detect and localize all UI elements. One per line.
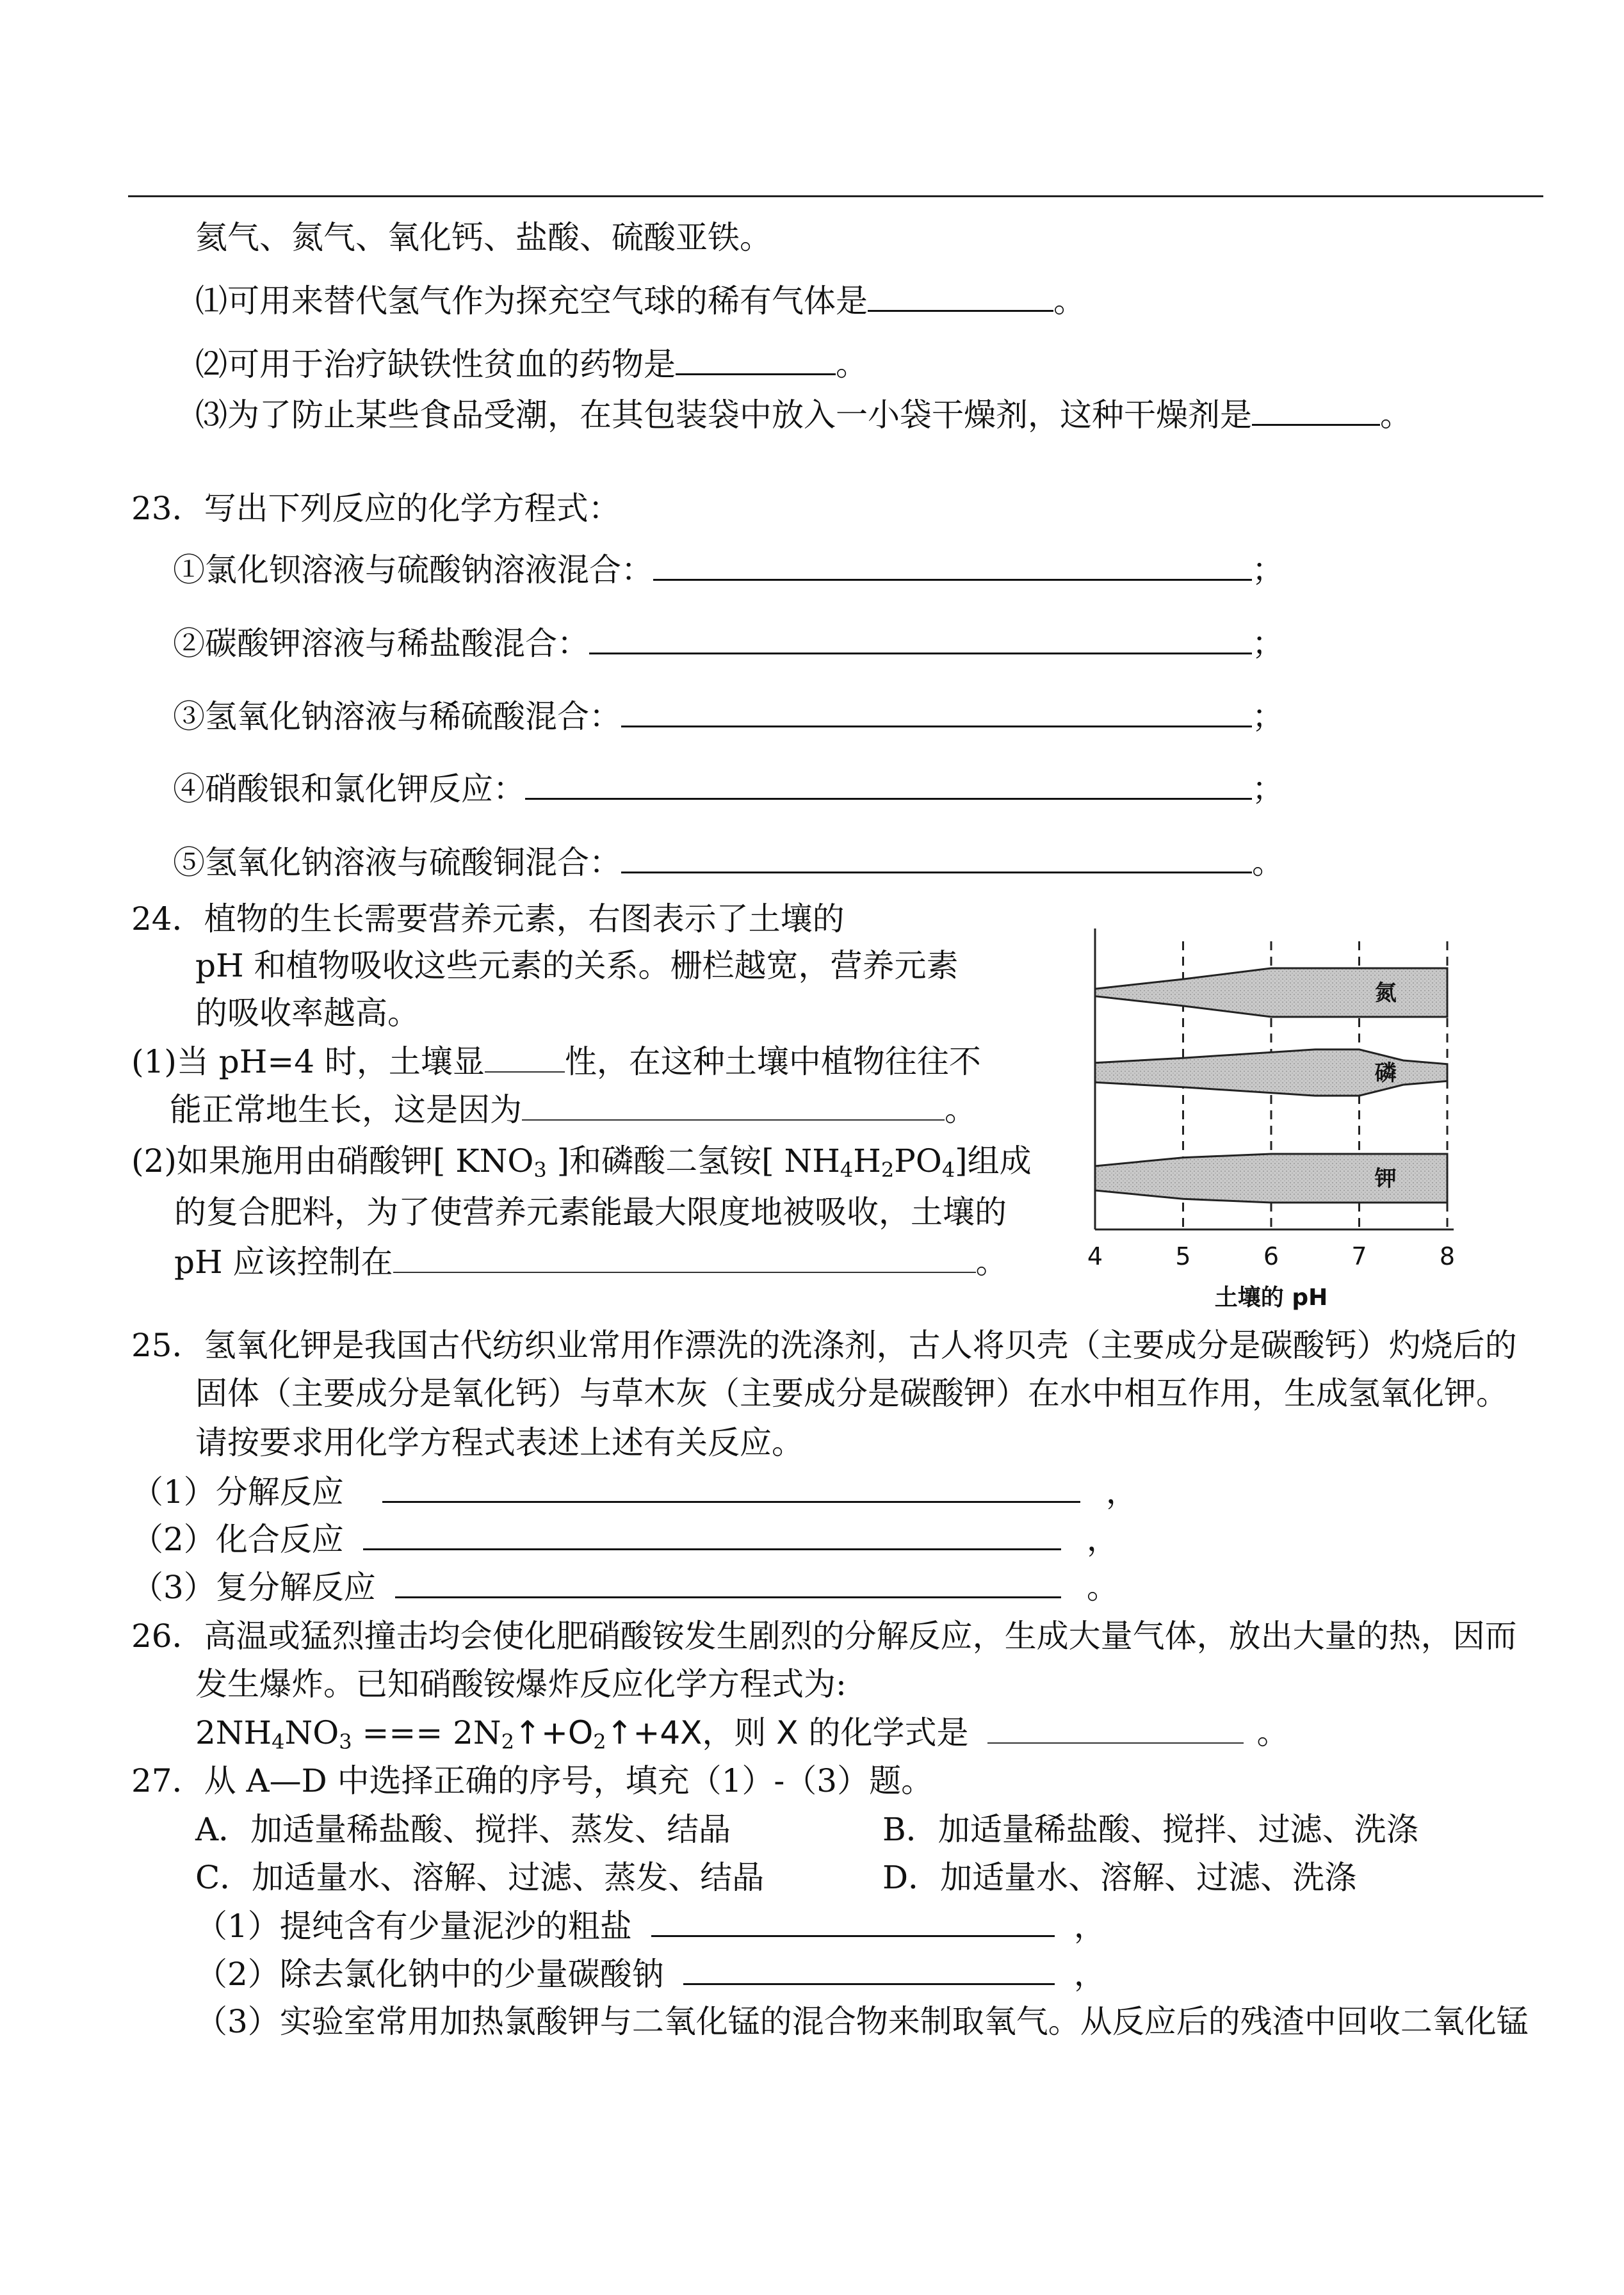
q23-item-3-end: ； <box>1252 698 1284 735</box>
q23-item-3-answer-blank[interactable] <box>621 696 1252 727</box>
q25-item-1 <box>131 1472 1138 1512</box>
q26-eq-sub-1: 4 <box>272 1730 285 1754</box>
q24-part1-end: 。 <box>945 1091 977 1128</box>
soil-ph-nutrient-chart <box>1082 929 1498 1338</box>
q27-part3: （3）实验室常用加热氯酸钾与二氧化锰的混合物来制取氧气。从反应后的残渣中回收二氧化锰 <box>195 2003 1529 2040</box>
q27-option-c: C．加适量水、溶解、过滤、蒸发、结晶 <box>195 1859 765 1896</box>
q26-end: 。 <box>1256 1714 1289 1751</box>
q24-part1-answer-blank-2[interactable] <box>522 1090 945 1121</box>
q23-item-3-text: ③氢氧化钠溶液与稀硫酸混合： <box>173 698 621 735</box>
q24-part2-end: 。 <box>975 1244 1008 1281</box>
q24-part1-suffix: 性，在这种土壤中植物往往不 <box>564 1043 981 1080</box>
q27-option-d: D．加适量水、溶解、过滤、洗涤 <box>882 1859 1357 1896</box>
q27-part2-end: ， <box>1073 1956 1106 1993</box>
chart-tick-label: 5 <box>1175 1242 1191 1270</box>
q22-part2-text: ⑵可用于治疗缺铁性贫血的药物是 <box>195 346 676 383</box>
q25-item-1-text: （1）分解反应 <box>131 1473 344 1511</box>
q25-item-2-end: ， <box>1086 1521 1119 1558</box>
q25-stem-3: 请按要求用化学方程式表述上述有关反应。 <box>195 1424 804 1461</box>
chart-tick-label: 4 <box>1087 1242 1103 1270</box>
q24-stem-1: 24．植物的生长需要营养元素，右图表示了土壤的 <box>131 900 845 937</box>
q24-part1-line1 <box>131 1042 981 1082</box>
q24-part1-reason-text: 能正常地生长，这是因为 <box>170 1091 522 1128</box>
q26-answer-blank[interactable] <box>987 1713 1244 1744</box>
q23-item-2-answer-blank[interactable] <box>589 623 1252 654</box>
nutrient-band-label: 氮 <box>1374 980 1397 1006</box>
q24-part1-answer-blank-1[interactable] <box>485 1042 565 1073</box>
q23-item-2-end: ； <box>1252 625 1284 662</box>
q22-part2-end: 。 <box>836 346 868 383</box>
q27-part2-text: （2）除去氯化钠中的少量碳酸钠 <box>195 1956 664 1993</box>
q26-eq-part-3: === 2N <box>352 1714 501 1751</box>
q25-item-3-text: （3）复分解反应 <box>131 1569 376 1606</box>
q24-stem-2: pH 和植物吸收这些元素的关系。栅栏越宽，营养元素 <box>195 947 959 984</box>
q25-item-2-answer-blank[interactable] <box>363 1519 1061 1550</box>
q23-item-3 <box>173 696 1284 736</box>
q26-stem-2: 发生爆炸。已知硝酸铵爆炸反应化学方程式为: <box>195 1666 847 1703</box>
q23-item-5-end: 。 <box>1252 844 1284 881</box>
q25-item-1-answer-blank[interactable] <box>382 1472 1080 1503</box>
q24-part2-text-3: H <box>853 1142 881 1180</box>
q24-part2-line2: 的复合肥料，为了使营养元素能最大限度地被吸收，土壤的 <box>174 1194 1007 1231</box>
q26-eq-part-5: ↑+4X，则 X 的化学式是 <box>606 1714 969 1751</box>
q25-item-3-end: 。 <box>1086 1569 1119 1606</box>
q22-part3-end: 。 <box>1380 396 1412 434</box>
q24-part2-text-4: PO <box>894 1142 942 1180</box>
q23-item-4 <box>173 768 1284 809</box>
q26-eq-sub-3: 2 <box>501 1730 515 1754</box>
q24-part2-sub-4: 4 <box>941 1158 955 1182</box>
q24-part2-ph-text: pH 应该控制在 <box>174 1244 393 1281</box>
q26-equation <box>195 1713 1288 1753</box>
q24-part2-sub-1: 3 <box>533 1158 547 1182</box>
q25-item-2 <box>131 1519 1119 1559</box>
q24-part2-line3 <box>174 1242 1008 1282</box>
q26-stem-1: 26．高温或猛烈撞击均会使化肥硝酸铵发生剧烈的分解反应，生成大量气体，放出大量的热，因而 <box>131 1618 1517 1655</box>
q27-part1 <box>195 1906 1106 1946</box>
q23-item-2-text: ②碳酸钾溶液与稀盐酸混合： <box>173 625 589 662</box>
q22-part3-text: ⑶为了防止某些食品受潮，在其包装袋中放入一小袋干燥剂，这种干燥剂是 <box>195 396 1252 434</box>
q24-part2-answer-blank[interactable] <box>393 1242 976 1273</box>
q22-part1-text: ⑴可用来替代氢气作为探充空气球的稀有气体是 <box>195 282 868 320</box>
q23-item-4-end: ； <box>1252 770 1284 807</box>
q24-part2-text-5: ]组成 <box>955 1142 1032 1180</box>
q22-part2 <box>195 344 868 384</box>
q27-option-a: A．加适量稀盐酸、搅拌、蒸发、结晶 <box>195 1811 731 1848</box>
q22-part1-end: 。 <box>1053 282 1085 320</box>
q24-part2-text-1: (2)如果施用由硝酸钾[ KNO <box>131 1142 534 1180</box>
q25-stem-2: 固体（主要成分是氧化钙）与草木灰（主要成分是碳酸钾）在水中相互作用，生成氢氧化钾。 <box>195 1375 1508 1412</box>
q27-part1-end: ， <box>1073 1908 1106 1945</box>
q25-item-3-answer-blank[interactable] <box>395 1567 1061 1598</box>
chart-tick-label: 6 <box>1263 1242 1279 1270</box>
q27-part2-answer-blank[interactable] <box>683 1954 1055 1985</box>
q23-item-2 <box>173 623 1284 663</box>
q23-item-1-end: ； <box>1252 551 1284 588</box>
q23-item-5-text: ⑤氢氧化钠溶液与硫酸铜混合： <box>173 844 621 881</box>
q22-part3-answer-blank[interactable] <box>1252 394 1380 426</box>
chart-tick-label: 7 <box>1351 1242 1367 1270</box>
q26-eq-part-4: ↑+O <box>514 1714 594 1751</box>
q22-part2-answer-blank[interactable] <box>676 344 836 375</box>
q22-options: 氦气、氮气、氧化钙、盐酸、硫酸亚铁。 <box>195 219 772 256</box>
q22-part1-answer-blank[interactable] <box>868 280 1053 312</box>
q26-eq-sub-2: 3 <box>339 1730 352 1754</box>
q23-item-1-answer-blank[interactable] <box>653 549 1252 581</box>
q23-item-5 <box>173 842 1284 882</box>
chart-tick-label: 8 <box>1439 1242 1456 1270</box>
q24-part2-sub-3: 2 <box>881 1158 895 1182</box>
q27-stem: 27．从 A—D 中选择正确的序号，填充（1）-（3）题。 <box>131 1762 934 1799</box>
nutrient-band-label: 钾 <box>1374 1166 1397 1192</box>
q23-item-1-text: ①氯化钡溶液与硫酸钠溶液混合： <box>173 551 653 588</box>
q23-item-1 <box>173 549 1284 590</box>
q26-eq-part-2: NO <box>284 1714 339 1751</box>
q25-item-1-end: ， <box>1105 1473 1138 1511</box>
q22-part1 <box>195 280 1085 321</box>
q23-item-5-answer-blank[interactable] <box>621 842 1252 873</box>
q24-stem-3: 的吸收率越高。 <box>195 994 419 1032</box>
q27-option-b: B．加适量稀盐酸、搅拌、过滤、洗涤 <box>882 1811 1418 1848</box>
q24-part2-text-2: ]和磷酸二氢铵[ NH <box>546 1142 840 1180</box>
q27-part2 <box>195 1954 1106 1994</box>
q25-stem-1: 25．氢氧化钾是我国古代纺织业常用作漂洗的洗涤剂，古人将贝壳（主要成分是碳酸钙）灼烧后的 <box>131 1327 1517 1364</box>
q23-stem: 23．写出下列反应的化学方程式： <box>131 490 621 527</box>
q27-part1-text: （1）提纯含有少量泥沙的粗盐 <box>195 1908 632 1945</box>
nutrient-band-label: 磷 <box>1374 1060 1397 1086</box>
chart-x-label: 土壤的 pH <box>1214 1285 1328 1311</box>
q27-part1-answer-blank[interactable] <box>651 1906 1055 1937</box>
q26-eq-part-1: 2NH <box>195 1714 272 1751</box>
q25-item-3 <box>131 1567 1119 1607</box>
q24-part2-line1 <box>131 1141 1032 1181</box>
q22-part3 <box>195 394 1412 435</box>
q24-part1-prefix: (1)当 pH=4 时，土壤显 <box>131 1043 485 1080</box>
q26-eq-sub-4: 2 <box>593 1730 606 1754</box>
q24-part1-line2 <box>170 1090 977 1130</box>
header-rule <box>128 195 1543 197</box>
q25-item-2-text: （2）化合反应 <box>131 1521 344 1558</box>
q23-item-4-answer-blank[interactable] <box>525 768 1252 800</box>
q23-item-4-text: ④硝酸银和氯化钾反应： <box>173 770 525 807</box>
q24-part2-sub-2: 4 <box>840 1158 854 1182</box>
